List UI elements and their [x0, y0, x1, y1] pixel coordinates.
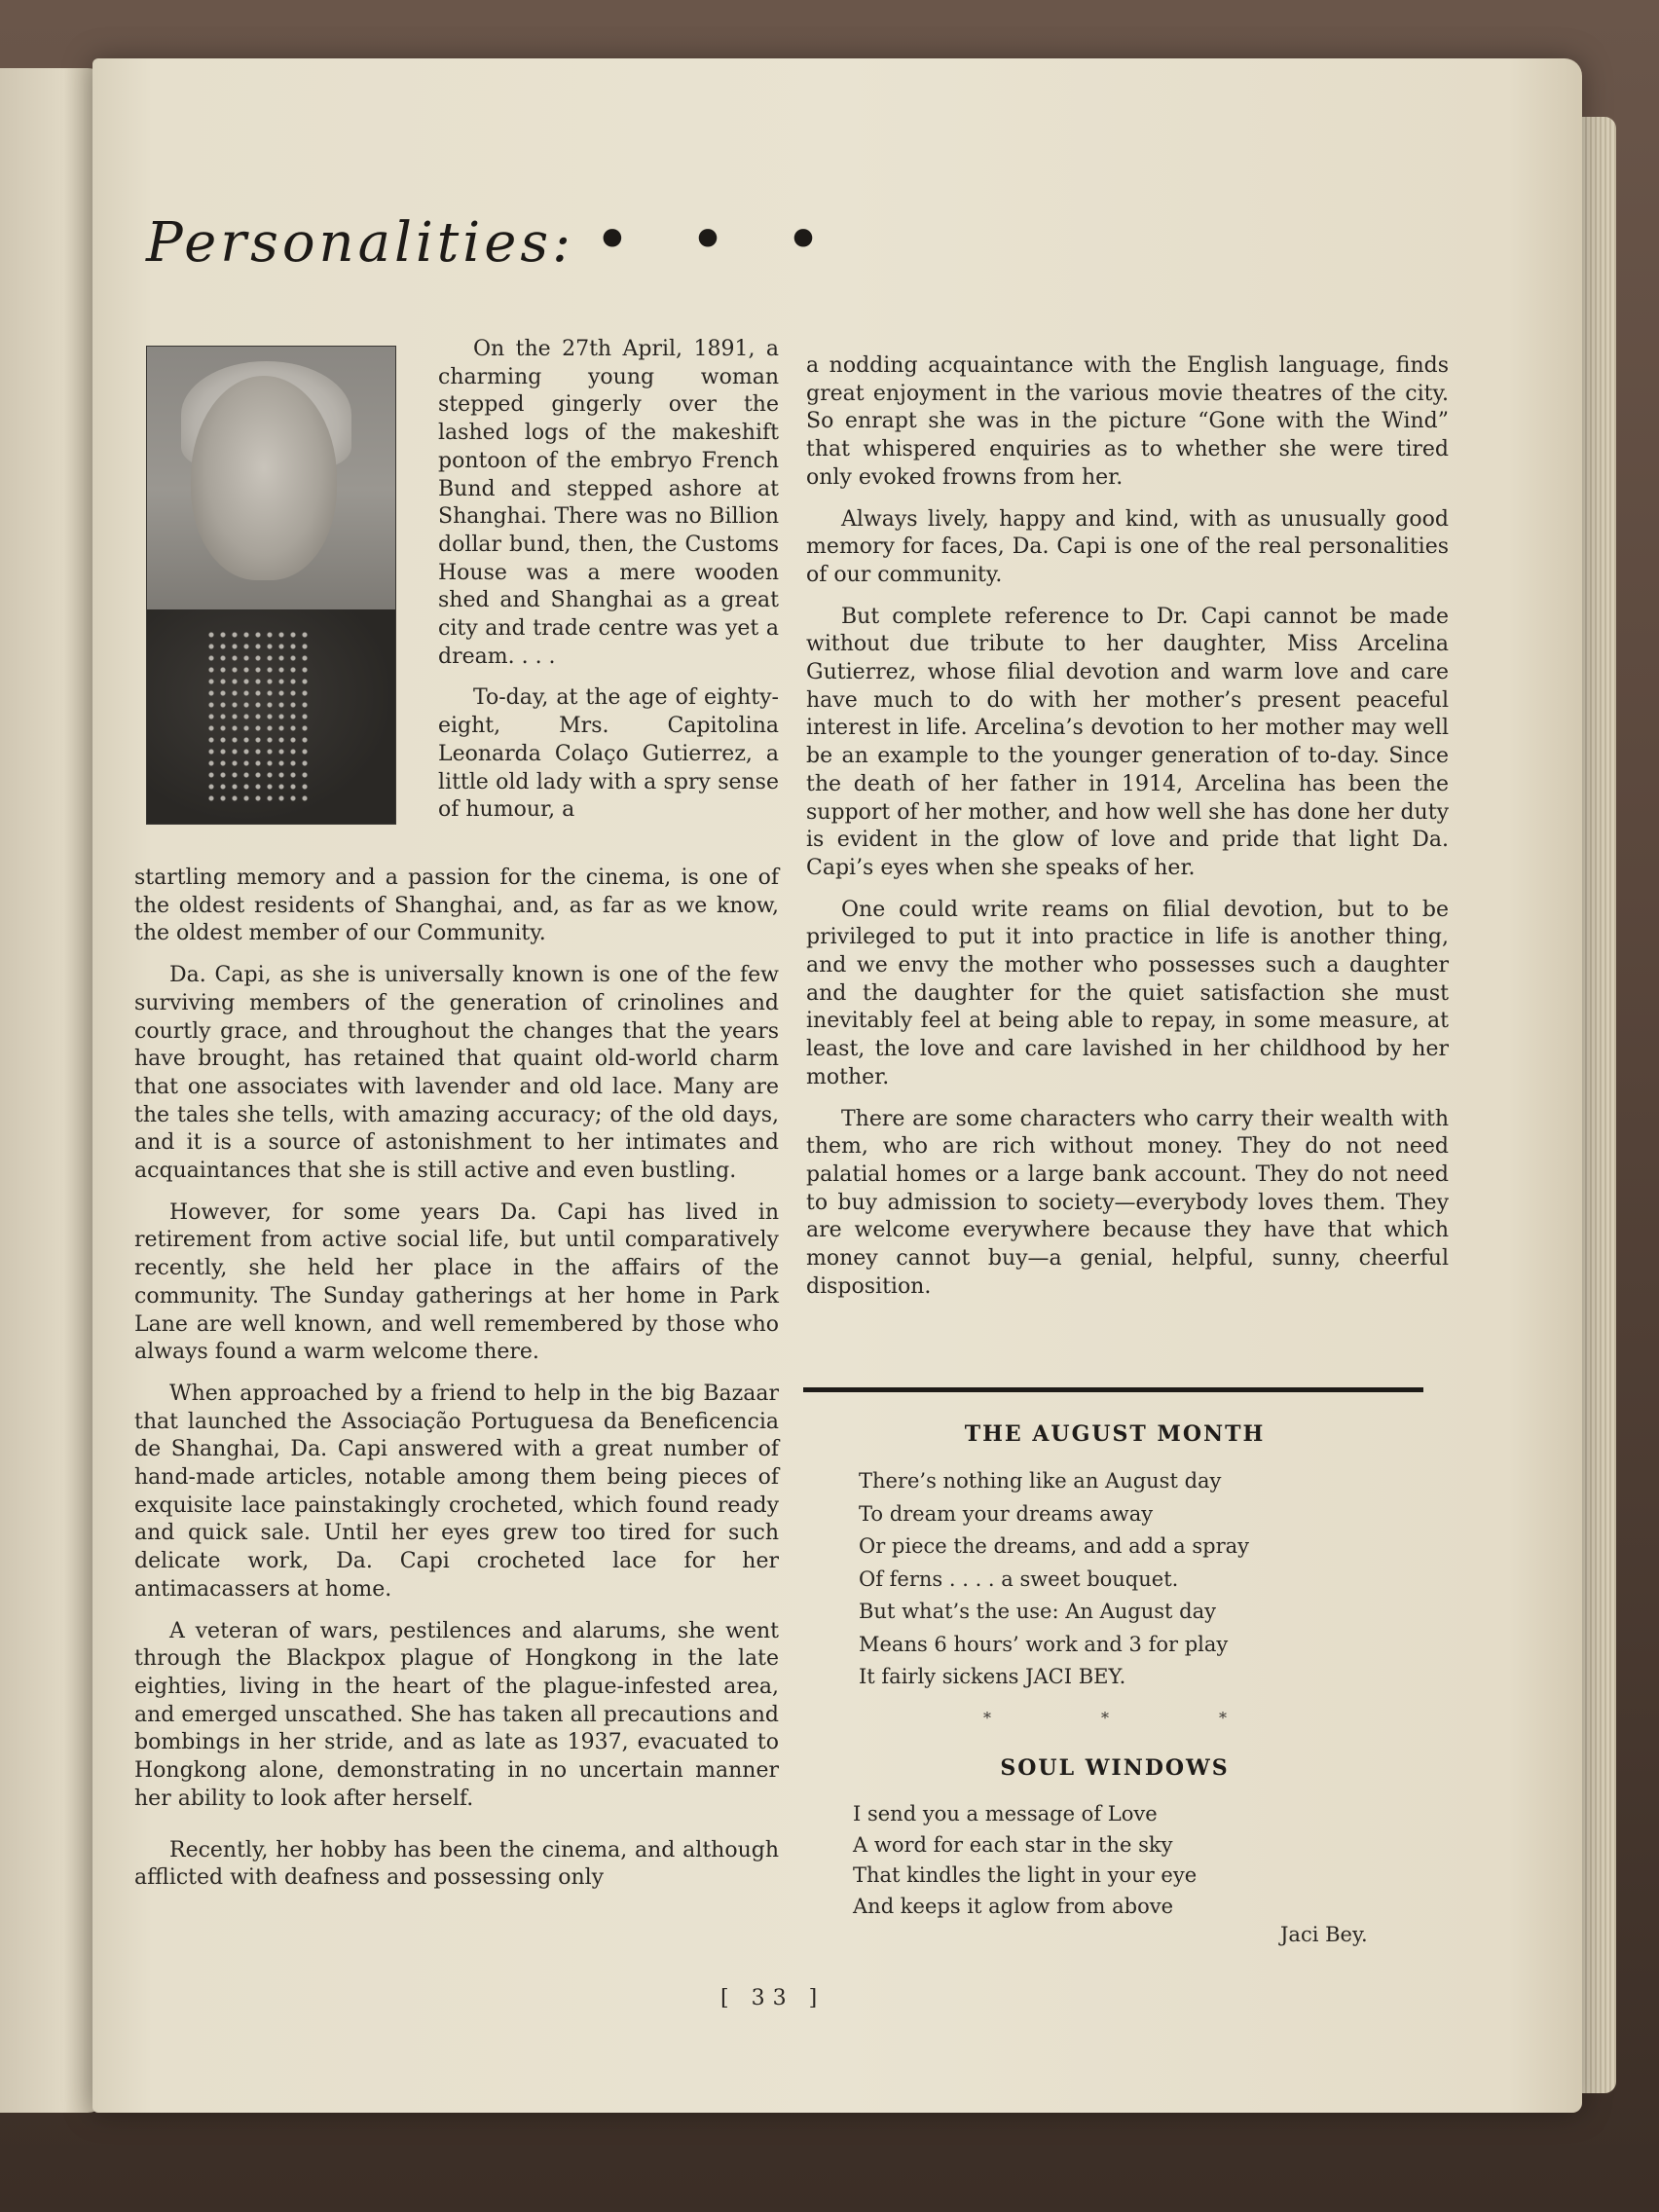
poem-title: THE AUGUST MONTH: [964, 1421, 1266, 1447]
paragraph: To-day, at the age of eighty-eight, Mrs. Capitolina Leonarda Colaço Gutierrez, a little old lady with a spry sense of humour, a: [438, 685, 779, 823]
separator-stars: [983, 1709, 1227, 1727]
separator-star: *: [1219, 1709, 1227, 1727]
paragraph: Recently, her hobby has been the cinema, and although afflicted with deafness and possessing only: [134, 1837, 779, 1891]
paragraph: On the 27th April, 1891, a charming young woman stepped gingerly over the lashed logs of the makeshift pontoon of the embryo French Bund and stepped ashore at Shanghai. There was no Billion dollar bund, then, the Customs House was a mere wooden shed and Shanghai as a great city and trade centre was yet a dream. . . .: [438, 337, 779, 669]
paragraph: There are some characters who carry their wealth with them, who are rich without money. They do not need palatial homes or a large bank account. They do not need to buy admission to society—everybody loves them. They are welcome everywhere because they have that which money cannot buy—a genial, helpful, sunny, cheerful disposition.: [806, 1106, 1449, 1299]
poem-line: To dream your dreams away: [859, 1501, 1154, 1526]
poem-line: But what’s the use: An August day: [859, 1600, 1216, 1623]
photo-dress-pattern: [205, 629, 313, 804]
portrait-photo: [146, 346, 396, 825]
poem-line: Of ferns . . . . a sweet bouquet.: [859, 1567, 1179, 1591]
paragraph: However, for some years Da. Capi has lived in retirement from active social life, but until comparatively recently, she held her place in the affairs of the community. The Sunday gatherings at her home in Park Lane are well known, and well remembered by those who always found a warm welcome there.: [134, 1199, 779, 1365]
paragraph: Always lively, happy and kind, with as unusually good memory for faces, Da. Capi is one of the real personalities of our community.: [806, 506, 1449, 587]
photo-face: [191, 376, 337, 580]
poem-line: And keeps it aglow from above: [853, 1894, 1174, 1918]
page-number: [ 33 ]: [720, 1986, 826, 2010]
poem-line: That kindles the light in your eye: [853, 1863, 1198, 1887]
paragraph: Da. Capi, as she is universally known is one of the few surviving members of the generation of crinolines and courtly grace, and throughout the changes that the years have brought, has retained that quaint old-world charm that one associates with lavender and old lace. Many are the tales she tells, with amazing accuracy; of the old days, and it is a source of astonishment to her intimates and acquaintances that she is still active and even bustling.: [134, 963, 779, 1184]
left-page-edge: [0, 68, 107, 2113]
separator-star: *: [1101, 1709, 1109, 1727]
poem-line: It fairly sickens JACI BEY.: [859, 1665, 1126, 1688]
poem-line: A word for each star in the sky: [853, 1832, 1173, 1857]
article-col1-full: [134, 865, 779, 1906]
poem-august-month: [859, 1465, 1249, 1694]
poem-line: Means 6 hours’ work and 3 for play: [859, 1632, 1229, 1656]
paragraph: When approached by a friend to help in the big Bazaar that launched the Associação Portuguesa da Beneficencia de Shanghai, Da. Capi answered with a great number of hand-made articles, notable among them being pieces of exquisite lace painstakingly crocheted, which found ready and quick sale. Until her eyes grew too tired for such delicate work, Da. Capi crocheted lace for her antimacassers at home.: [134, 1381, 779, 1602]
section-divider: [803, 1387, 1423, 1392]
article-col1-wrapped: [438, 336, 779, 825]
page-title: [146, 204, 841, 302]
title-text: Personalities:: [146, 211, 574, 275]
title-dots: • • •: [593, 204, 841, 276]
paragraph: a nodding acquaintance with the English language, finds great enjoyment in the various movie theatres of the city. So enrapt she was in the picture “Gone with the Wind” that whispered enquiries as to whether she were tired only evoked frowns from her.: [806, 353, 1449, 490]
poem-line: There’s nothing like an August day: [859, 1469, 1222, 1493]
poem-soul-windows: [853, 1799, 1197, 1922]
poem-line: Or piece the dreams, and add a spray: [859, 1534, 1249, 1558]
poem-title: SOUL WINDOWS: [1000, 1755, 1230, 1781]
paragraph: startling memory and a passion for the cinema, is one of the oldest residents of Shanghai, and, as far as we know, the oldest member of our Community.: [134, 866, 779, 946]
paragraph: But complete reference to Dr. Capi cannot be made without due tribute to her daughter, Miss Arcelina Gutierrez, whose filial devotion and warm love and care have much to do with her mother’s present peaceful interest in life. Arcelina’s devotion to her mother may well be an example to the younger generation of to-day. Since the death of her father in 1914, Arcelina has been the support of her mother, and how well she has done her duty is evident in the glow of love and pride that light Da. Capi’s eyes when she speaks of her.: [806, 604, 1449, 880]
paragraph: A veteran of wars, pestilences and alarums, she went through the Blackpox plague of Hongkong in the late eighties, living in the heart of the plague-infested area, and emerged unscathed. She has taken all precautions and bombings in her stride, and as late as 1937, evacuated to Hongkong alone, demonstrating in no uncertain manner her ability to look after herself.: [134, 1618, 779, 1811]
separator-star: *: [983, 1709, 991, 1727]
article-col2: [806, 352, 1449, 1315]
poem-line: I send you a message of Love: [853, 1802, 1158, 1825]
paragraph: One could write reams on filial devotion, but to be privileged to put it into practice in life is another thing, and we envy the mother who possesses such a daughter and the daughter for the quiet satisfaction she must inevitably feel at being able to repay, in some measure, at least, the love and care lavished in her childhood by her mother.: [806, 897, 1449, 1089]
poem-signature: Jaci Bey.: [1280, 1923, 1368, 1946]
